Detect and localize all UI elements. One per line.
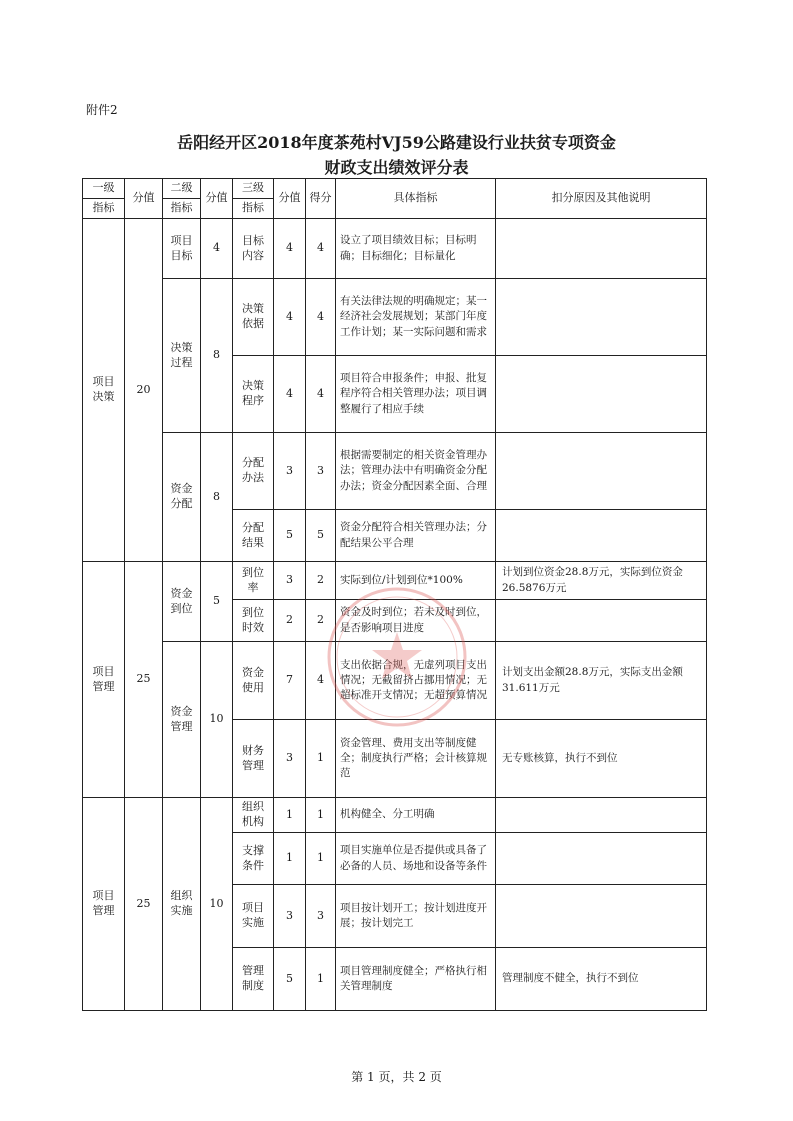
- level1-score: 20: [125, 219, 163, 562]
- level3-score: 4: [274, 219, 306, 279]
- level2-score: 8: [201, 433, 233, 562]
- deduction-remark: [496, 885, 707, 948]
- level2-indicator: 组织 实施: [163, 798, 201, 1011]
- deduction-remark: [496, 833, 707, 885]
- level2-indicator: 资金 管理: [163, 642, 201, 798]
- level3-indicator: 支撑 条件: [233, 833, 274, 885]
- level3-score: 4: [274, 279, 306, 356]
- specific-indicator: 机构健全、分工明确: [336, 798, 496, 833]
- specific-indicator: 项目管理制度健全；严格执行相关管理制度: [336, 948, 496, 1011]
- level3-indicator: 决策 依据: [233, 279, 274, 356]
- level1-indicator: 项目 决策: [83, 219, 125, 562]
- actual-score: 5: [306, 510, 336, 562]
- document-subtitle: 财政支出绩效评分表: [324, 158, 469, 177]
- header-level1: 一级: [83, 179, 125, 199]
- actual-score: 4: [306, 356, 336, 433]
- level2-indicator: 资金 分配: [163, 433, 201, 562]
- header-l2-score: 分值: [201, 179, 233, 219]
- level3-indicator: 资金 使用: [233, 642, 274, 720]
- deduction-remark: [496, 219, 707, 279]
- deduction-remark: [496, 433, 707, 510]
- attachment-label: 附件2: [86, 103, 118, 117]
- specific-indicator: 项目按计划开工；按计划进度开展；按计划完工: [336, 885, 496, 948]
- level3-indicator: 项目 实施: [233, 885, 274, 948]
- deduction-remark: [496, 798, 707, 833]
- deduction-remark: 计划支出金额28.8万元，实际支出金额31.611万元: [496, 642, 707, 720]
- page-footer: 第 1 页，共 2 页: [351, 1070, 442, 1084]
- specific-indicator: 设立了项目绩效目标；目标明确；目标细化；目标量化: [336, 219, 496, 279]
- level2-indicator: 资金 到位: [163, 562, 201, 642]
- level2-score: 10: [201, 642, 233, 798]
- level3-indicator: 到位 率: [233, 562, 274, 600]
- actual-score: 4: [306, 642, 336, 720]
- deduction-remark: 计划到位资金28.8万元，实际到位资金26.5876万元: [496, 562, 707, 600]
- level2-score: 10: [201, 798, 233, 1011]
- header-remarks: 扣分原因及其他说明: [496, 179, 707, 219]
- specific-indicator: 项目实施单位是否提供或具备了必备的人员、场地和设备等条件: [336, 833, 496, 885]
- actual-score: 3: [306, 885, 336, 948]
- level1-score: 25: [125, 562, 163, 798]
- level2-score: 5: [201, 562, 233, 642]
- level3-indicator: 分配 办法: [233, 433, 274, 510]
- level3-score: 2: [274, 600, 306, 642]
- header-l1-indicator: 指标: [83, 199, 125, 219]
- actual-score: 2: [306, 562, 336, 600]
- specific-indicator: 资金及时到位；若未及时到位，是否影响项目进度: [336, 600, 496, 642]
- actual-score: 4: [306, 219, 336, 279]
- header-score: 得分: [306, 179, 336, 219]
- header-l1-score: 分值: [125, 179, 163, 219]
- level2-score: 4: [201, 219, 233, 279]
- level2-indicator: 决策 过程: [163, 279, 201, 433]
- level3-score: 3: [274, 720, 306, 798]
- level3-score: 5: [274, 948, 306, 1011]
- level2-score: 8: [201, 279, 233, 433]
- header-l3-score: 分值: [274, 179, 306, 219]
- table-row: [83, 562, 707, 600]
- deduction-remark: [496, 356, 707, 433]
- level1-score: 25: [125, 798, 163, 1011]
- deduction-remark: 管理制度不健全，执行不到位: [496, 948, 707, 1011]
- level3-score: 4: [274, 356, 306, 433]
- deduction-remark: [496, 510, 707, 562]
- specific-indicator: 实际到位/计划到位*100%: [336, 562, 496, 600]
- level3-score: 3: [274, 562, 306, 600]
- header-specific: 具体指标: [336, 179, 496, 219]
- specific-indicator: 支出依据合规，无虚列项目支出情况；无截留挤占挪用情况；无超标准开支情况；无超预算情况: [336, 642, 496, 720]
- level2-indicator: 项目 目标: [163, 219, 201, 279]
- level3-indicator: 分配 结果: [233, 510, 274, 562]
- specific-indicator: 资金管理、费用支出等制度健全；制度执行严格；会计核算规范: [336, 720, 496, 798]
- level3-indicator: 管理 制度: [233, 948, 274, 1011]
- level3-score: 3: [274, 433, 306, 510]
- level3-score: 1: [274, 798, 306, 833]
- actual-score: 1: [306, 720, 336, 798]
- level3-indicator: 目标 内容: [233, 219, 274, 279]
- header-level2: 二级: [163, 179, 201, 199]
- level3-indicator: 决策 程序: [233, 356, 274, 433]
- deduction-remark: 无专账核算，执行不到位: [496, 720, 707, 798]
- header-level3: 三级: [233, 179, 274, 199]
- specific-indicator: 有关法律法规的明确规定；某一经济社会发展规划；某部门年度工作计划；某一实际问题和需求: [336, 279, 496, 356]
- level3-score: 7: [274, 642, 306, 720]
- table-row: [83, 279, 707, 356]
- actual-score: 4: [306, 279, 336, 356]
- specific-indicator: 项目符合申报条件；申报、批复程序符合相关管理办法；项目调整履行了相应手续: [336, 356, 496, 433]
- actual-score: 3: [306, 433, 336, 510]
- level3-score: 5: [274, 510, 306, 562]
- table-row: [83, 433, 707, 510]
- level3-indicator: 财务 管理: [233, 720, 274, 798]
- score-table: [82, 178, 707, 1011]
- level3-score: 3: [274, 885, 306, 948]
- actual-score: 1: [306, 798, 336, 833]
- level3-indicator: 到位 时效: [233, 600, 274, 642]
- header-row-1: [83, 179, 707, 199]
- actual-score: 2: [306, 600, 336, 642]
- level3-score: 1: [274, 833, 306, 885]
- document-title: 岳阳经开区2018年度茶苑村VJ59公路建设行业扶贫专项资金: [177, 133, 616, 152]
- actual-score: 1: [306, 833, 336, 885]
- deduction-remark: [496, 600, 707, 642]
- level1-indicator: 项目 管理: [83, 798, 125, 1011]
- level1-indicator: 项目 管理: [83, 562, 125, 798]
- specific-indicator: 根据需要制定的相关资金管理办法；管理办法中有明确资金分配办法；资金分配因素全面、合理: [336, 433, 496, 510]
- specific-indicator: 资金分配符合相关管理办法；分配结果公平合理: [336, 510, 496, 562]
- actual-score: 1: [306, 948, 336, 1011]
- table-row: [83, 219, 707, 279]
- header-l3-indicator: 指标: [233, 199, 274, 219]
- deduction-remark: [496, 279, 707, 356]
- level3-indicator: 组织 机构: [233, 798, 274, 833]
- table-row: [83, 642, 707, 720]
- table-row: [83, 798, 707, 833]
- header-l2-indicator: 指标: [163, 199, 201, 219]
